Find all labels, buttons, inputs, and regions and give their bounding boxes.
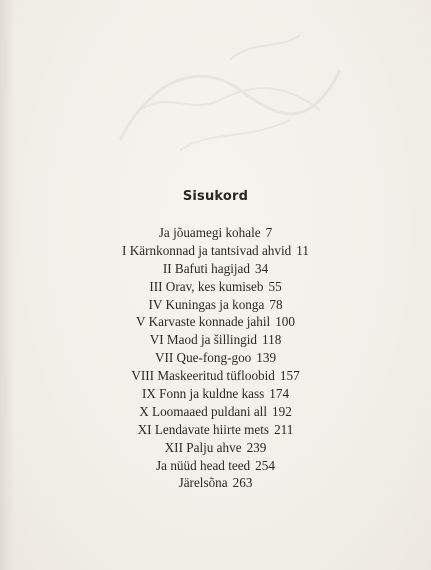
toc-entry-title: Järelsõna [178,475,228,491]
toc-entry-title: IV Kuningas ja konga [148,296,265,312]
toc-entry-page-number: 55 [268,278,282,294]
toc-entry [0,474,431,492]
toc-entry-page-number: 118 [262,332,282,348]
toc-entry-page-number: 78 [269,296,283,312]
toc-entry [0,349,431,367]
toc-entry-title: I Kärnkonnad ja tantsivad ahvid [122,242,292,258]
toc-entry-title: II Bafuti hagijad [162,260,250,276]
toc-entry [0,278,431,296]
toc-entry-page-number: 239 [246,439,267,455]
toc-entry [0,457,431,475]
toc-entry [0,421,431,439]
show-through-illustration [80,20,380,170]
toc-entry-page-number: 100 [275,314,295,330]
toc-entry [0,296,431,314]
toc-entry-title: Ja nüüd head teed [156,457,251,473]
toc-entry-title: V Karvaste konnade jahil [136,314,271,330]
toc-entry-title: VII Que-fong-goo [154,350,252,366]
toc-entry-page-number: 254 [255,457,275,473]
toc-entry [0,385,431,403]
toc-entry-page-number: 157 [279,368,300,384]
toc-entry-title: XI Lendavate hiirte mets [137,421,270,437]
toc-entry [0,403,431,421]
toc-entry-title: Ja jõuamegi kohale [158,225,261,240]
toc-entry-title: III Orav, kes kumiseb [149,278,264,294]
table-of-contents [0,224,431,492]
toc-entry [0,313,431,331]
toc-entry-page-number: 7 [265,225,273,240]
toc-entry-page-number: 263 [232,475,253,491]
toc-entry-title: X Loomaaed puldani all [139,403,268,419]
toc-entry-page-number: 34 [254,260,269,276]
toc-entry-page-number: 211 [274,421,294,437]
toc-entry [0,224,431,242]
toc-entry-page-number: 139 [256,350,277,366]
toc-entry [0,331,431,349]
toc-entry-page-number: 174 [269,386,290,402]
toc-entry-title: XII Palju ahve [164,439,242,455]
toc-entry-title: IX Fonn ja kuldne kass [141,386,265,402]
toc-entry-page-number: 11 [296,242,309,258]
toc-entry-title: VIII Maskeeritud tüfloobid [131,368,275,384]
toc-entry-title: VI Maod ja šillingid [149,332,258,348]
toc-entry-page-number: 192 [272,403,292,419]
toc-entry [0,242,431,260]
toc-entry [0,260,431,278]
page-title: Sisukord [182,189,249,204]
toc-entry [0,439,431,457]
toc-entry [0,367,431,385]
